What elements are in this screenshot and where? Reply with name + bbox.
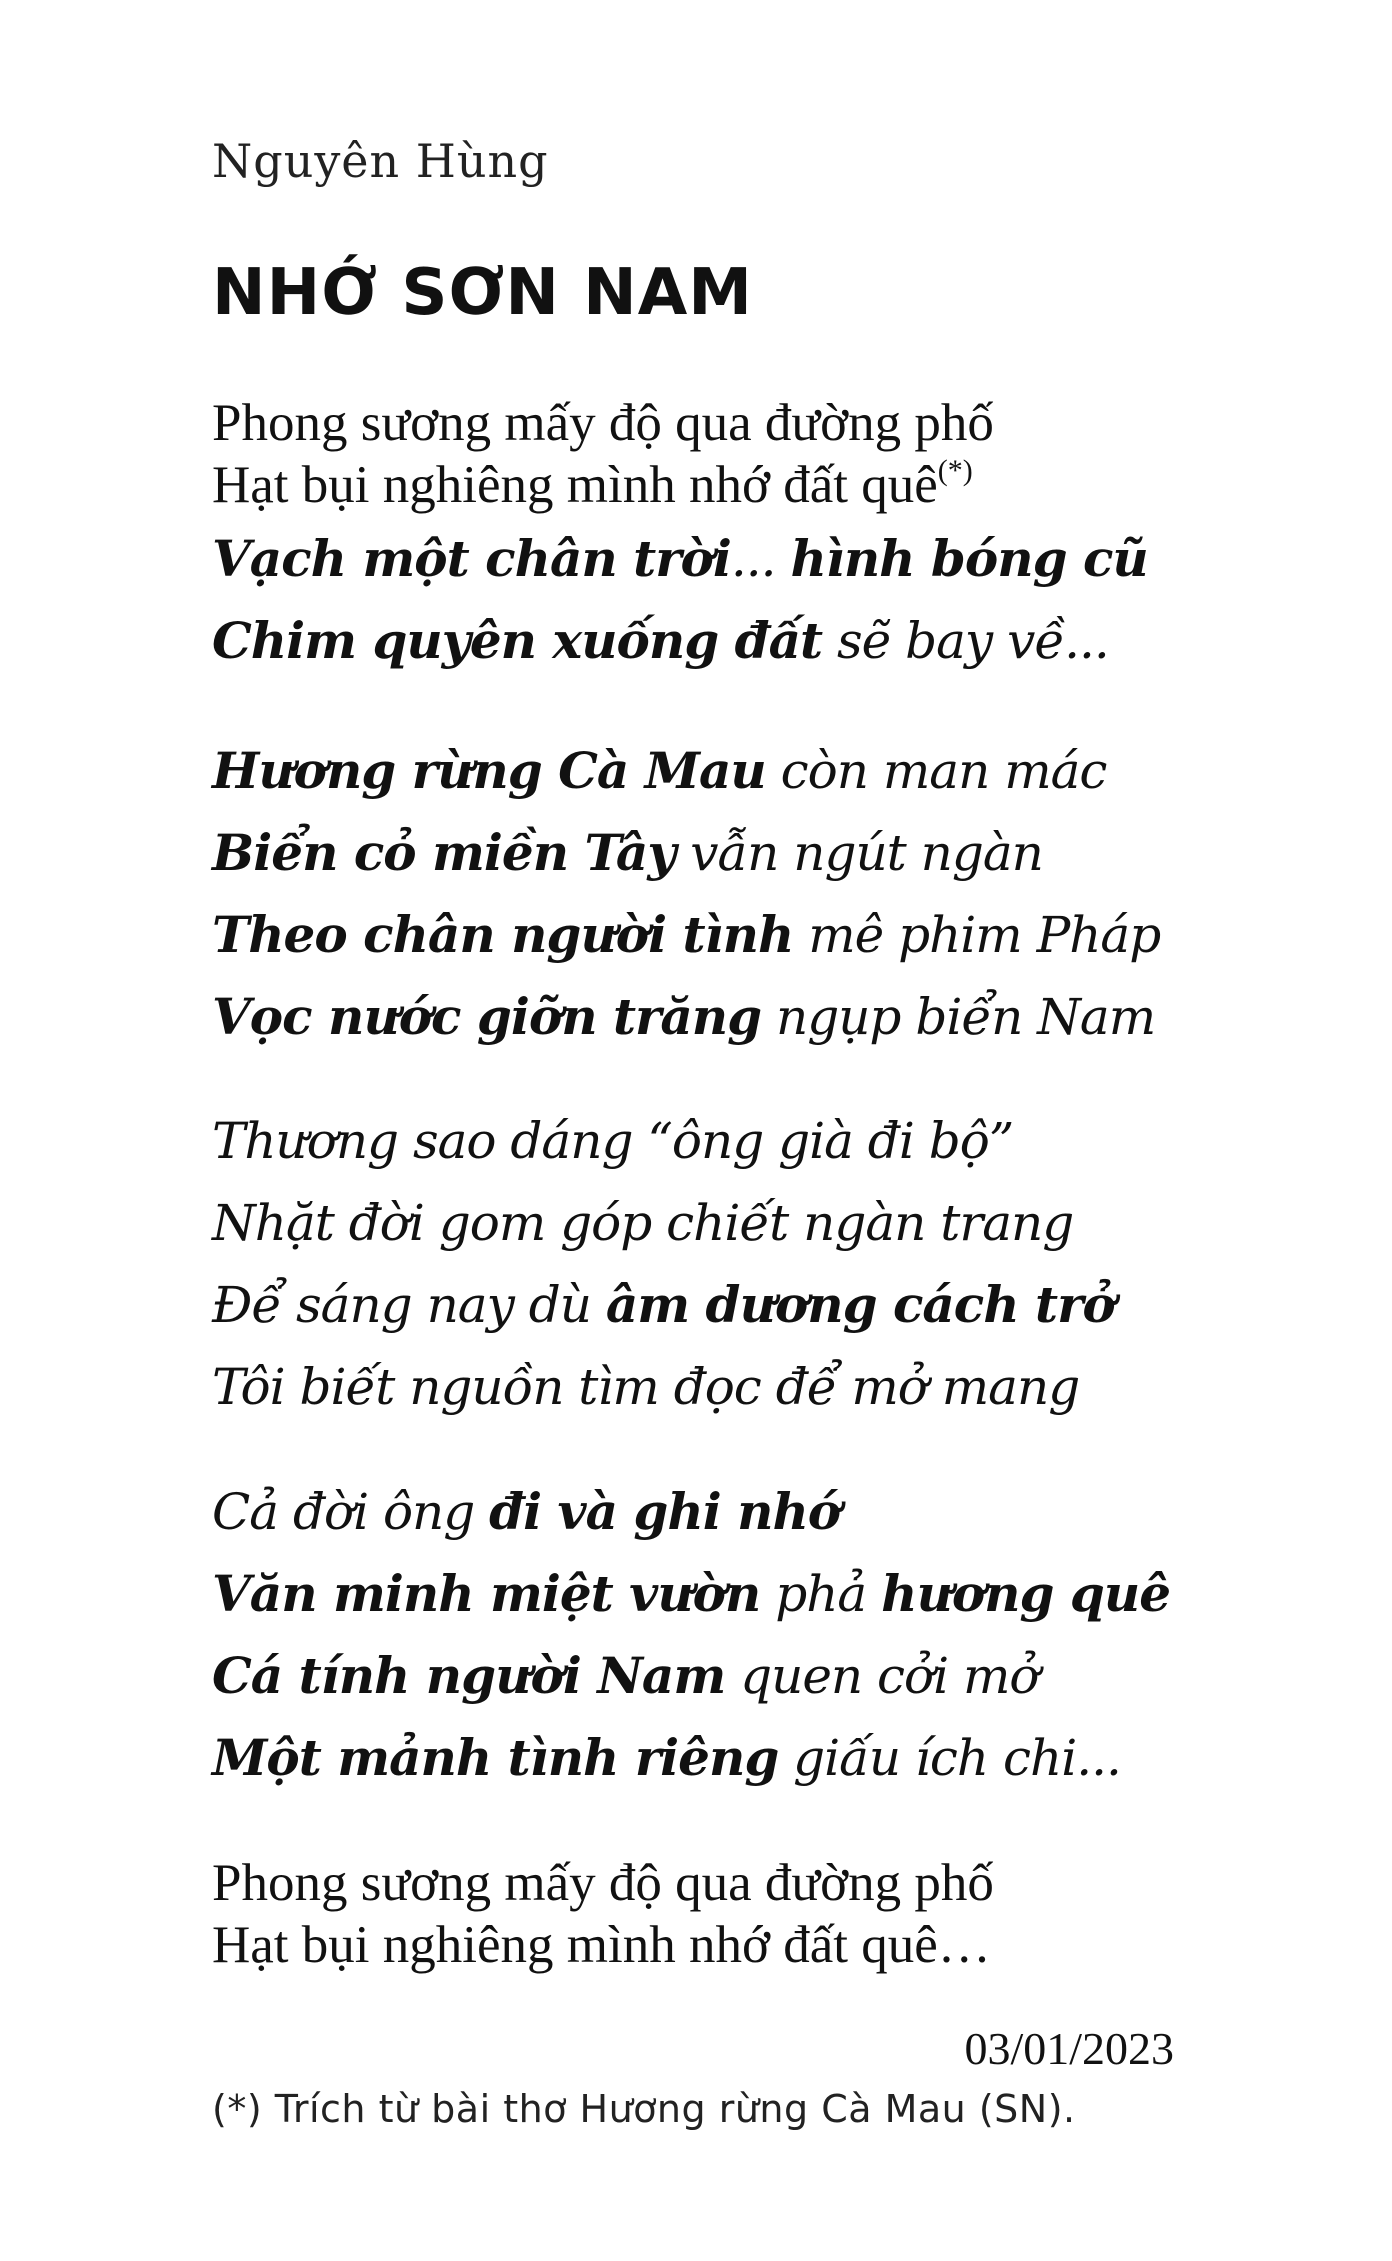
footnote: (*) Trích từ bài thơ Hương rừng Cà Mau (SN). <box>212 2087 1076 2131</box>
footnote-marker: (*) <box>937 454 973 487</box>
stanza-2-line-1-plain: còn man mác <box>765 742 1107 800</box>
stanza-1-line-2-text: Hạt bụi nghiêng mình nhớ đất quê <box>212 456 938 514</box>
stanza-1-line-4-plain: sẽ bay về... <box>822 612 1109 670</box>
stanza-3 <box>212 1100 1212 1428</box>
stanza-5 <box>212 1852 1212 1976</box>
stanza-2-line-4 <box>212 976 1212 1058</box>
stanza-4-line-4-bold: Một mảnh tình riêng <box>212 1728 779 1787</box>
stanza-1-line-3 <box>212 518 1212 600</box>
stanza-3-line-4: Tôi biết nguồn tìm đọc để mở mang <box>212 1358 1080 1416</box>
stanza-4 <box>212 1471 1212 1799</box>
stanza-4-line-2-bold-b: hương quê <box>881 1564 1171 1623</box>
stanza-1-line-3-bold-a: Vạch một chân trời <box>212 529 731 588</box>
author-name: Nguyên Hùng <box>212 134 549 188</box>
stanza-4-line-3-bold: Cá tính người Nam <box>212 1646 726 1705</box>
stanza-3-line-1: Thương sao dáng “ông già đi bộ” <box>212 1112 1014 1170</box>
stanza-4-line-3-plain: quen cởi mở <box>725 1647 1039 1705</box>
stanza-4-line-2-plain: phả <box>760 1565 882 1623</box>
stanza-2-line-2-plain: vẫn ngút ngàn <box>675 824 1043 882</box>
poem-title: NHỚ SƠN NAM <box>212 256 753 330</box>
stanza-4-line-2 <box>212 1553 1212 1635</box>
stanza-3-line-3-plain: Để sáng nay dù <box>212 1276 606 1334</box>
stanza-1 <box>212 392 1212 516</box>
stanza-5-line-2: Hạt bụi nghiêng mình nhớ đất quê… <box>212 1916 991 1974</box>
stanza-2-line-2-bold: Biển cỏ miền Tây <box>212 823 676 882</box>
stanza-3-line-3 <box>212 1264 1212 1346</box>
stanza-4-line-2-bold-a: Văn minh miệt vườn <box>212 1564 761 1623</box>
stanza-1-line-3-bold-b: hình bóng cũ <box>790 529 1148 588</box>
poem-page <box>212 0 1212 2261</box>
stanza-5-line-1: Phong sương mấy độ qua đường phố <box>212 1854 994 1912</box>
stanza-1-line-2 <box>212 454 1212 516</box>
stanza-2-line-1-bold: Hương rừng Cà Mau <box>212 741 766 800</box>
stanza-1-line-3-plain: ... <box>730 530 791 588</box>
stanza-4-line-1 <box>212 1471 1212 1553</box>
stanza-2-line-3 <box>212 894 1212 976</box>
stanza-2-line-3-plain: mê phim Pháp <box>793 906 1161 964</box>
poem-date: 03/01/2023 <box>964 2023 1174 2074</box>
stanza-1-line-1: Phong sương mấy độ qua đường phố <box>212 394 994 452</box>
stanza-2-line-3-bold: Theo chân người tình <box>212 905 794 964</box>
stanza-1-script <box>212 518 1212 682</box>
stanza-1-line-4-bold: Chim quyên xuống đất <box>212 611 823 670</box>
stanza-2-line-4-bold: Vọc nước giỡn trăng <box>212 987 762 1046</box>
stanza-4-line-4 <box>212 1717 1212 1799</box>
stanza-2-line-4-plain: ngụp biển Nam <box>761 988 1156 1046</box>
stanza-4-line-1-plain: Cả đời ông <box>212 1483 490 1541</box>
stanza-2-line-1 <box>212 730 1212 812</box>
stanza-4-line-1-bold: đi và ghi nhớ <box>489 1482 841 1541</box>
stanza-4-line-4-plain: giấu ích chi... <box>778 1729 1121 1787</box>
stanza-3-line-2: Nhặt đời gom góp chiết ngàn trang <box>212 1194 1074 1252</box>
stanza-2 <box>212 730 1212 1058</box>
stanza-2-line-2 <box>212 812 1212 894</box>
stanza-3-line-3-bold: âm dương cách trở <box>605 1275 1115 1334</box>
stanza-1-line-4 <box>212 600 1212 682</box>
stanza-4-line-3 <box>212 1635 1212 1717</box>
